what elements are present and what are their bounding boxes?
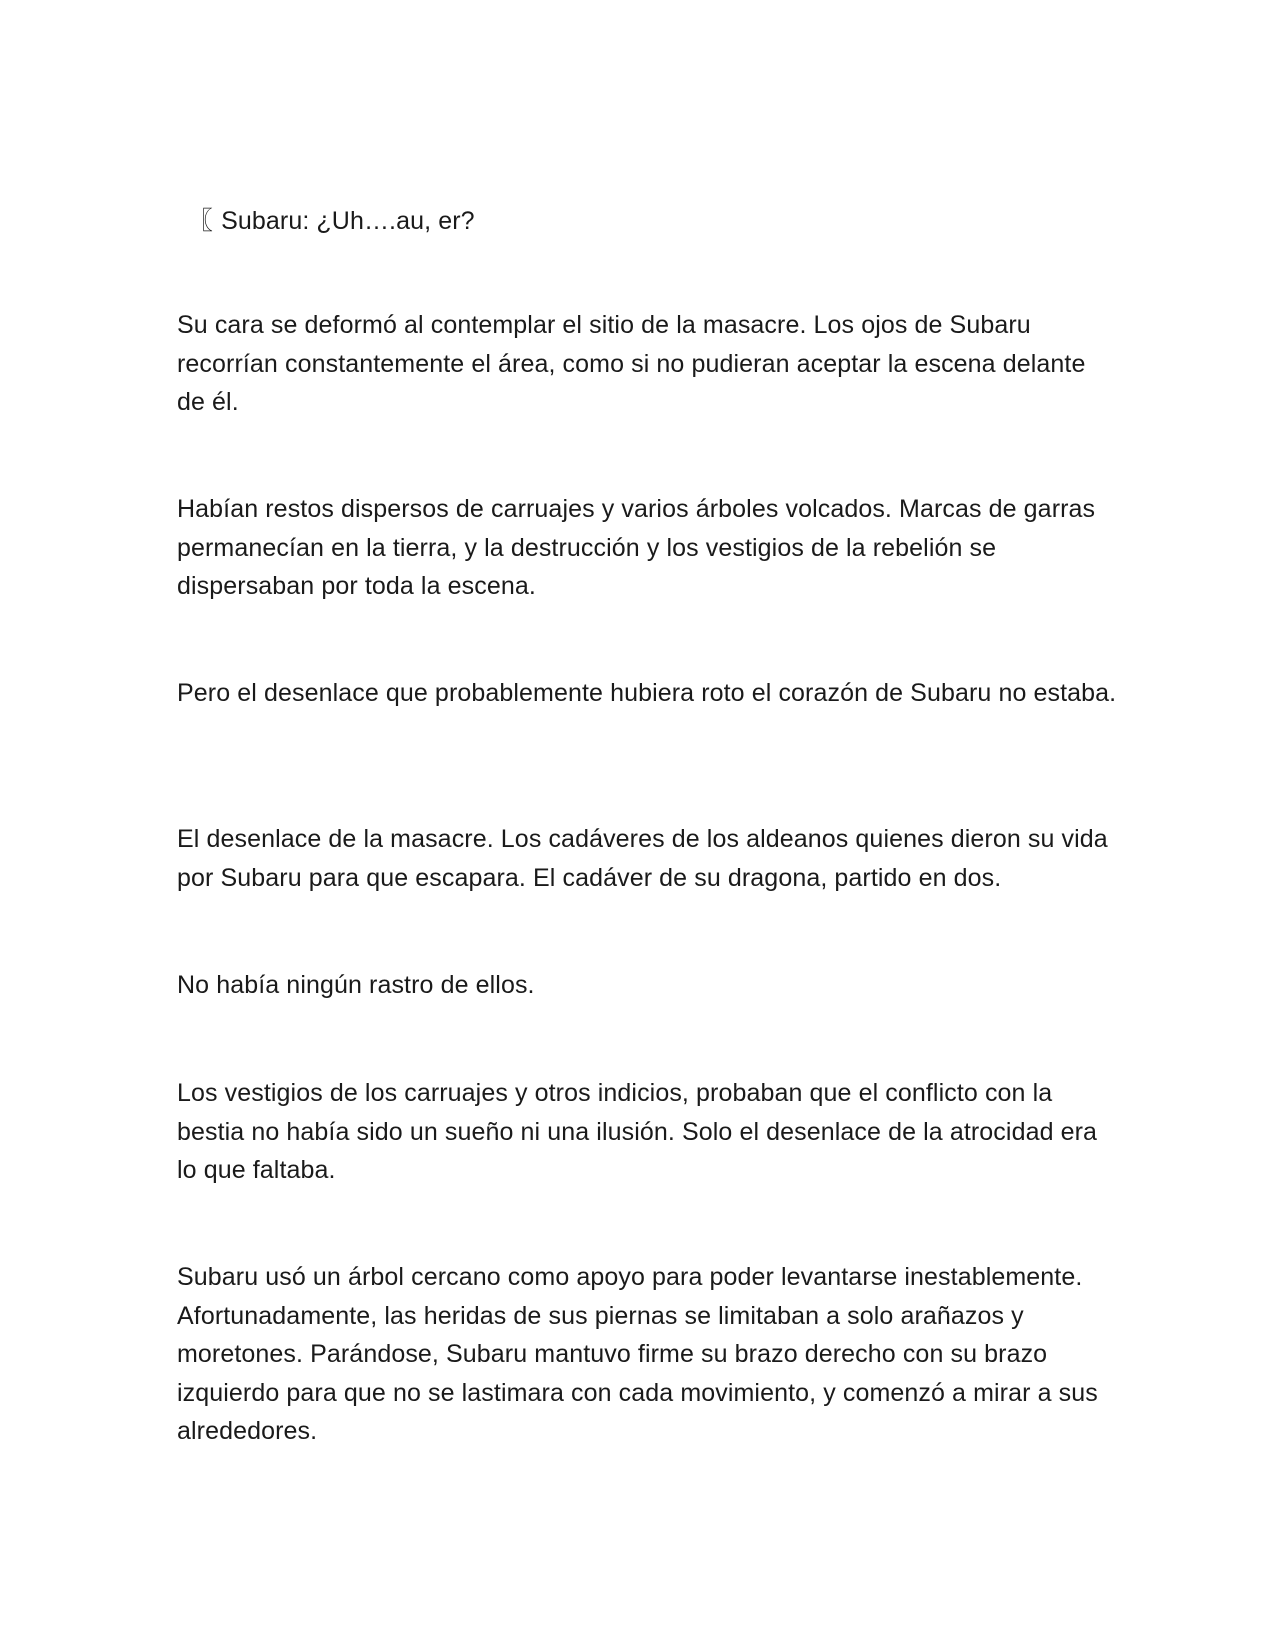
paragraph-2: Habían restos dispersos de carruajes y varios árboles volcados. Marcas de garras permanecían en la tierra, y la destrucción y los vestigios de la rebelión se dispersaban por toda la escena. [177, 495, 1096, 600]
opening-bracket: 〖 [188, 207, 214, 235]
dialogue-line [188, 202, 1128, 241]
paragraph-5: No había ningún rastro de ellos. [177, 971, 535, 999]
paragraph-6: Los vestigios de los carruajes y otros indicios, probaban que el conflicto con la bestia no había sido un sueño ni una ilusión. Solo el desenlace de la atrocidad era lo que faltaba. [177, 1079, 1098, 1184]
paragraph-1: Su cara se deformó al contemplar el sitio de la masacre. Los ojos de Subaru recorrían constantemente el área, como si no pudieran aceptar la escena delante de él. [177, 311, 1086, 416]
dialogue-text: Subaru: ¿Uh….au, er? [221, 207, 475, 235]
paragraph-3: Pero el desenlace que probablemente hubiera roto el corazón de Subaru no estaba. [177, 679, 1117, 707]
paragraph-7: Subaru usó un árbol cercano como apoyo para poder levantarse inestablemente. Afortunadamente, las heridas de sus piernas se limitaban a solo arañazos y moretones. Parándose, Subaru mantuvo firme su brazo derecho con su brazo izquierdo para que no se lastimara con cada movimiento, y comenzó a mirar a sus alrededores. [177, 1263, 1098, 1445]
paragraph-4: El desenlace de la masacre. Los cadáveres de los aldeanos quienes dieron su vida por Subaru para que escapara. El cadáver de su dragona, partido en dos. [177, 825, 1108, 892]
